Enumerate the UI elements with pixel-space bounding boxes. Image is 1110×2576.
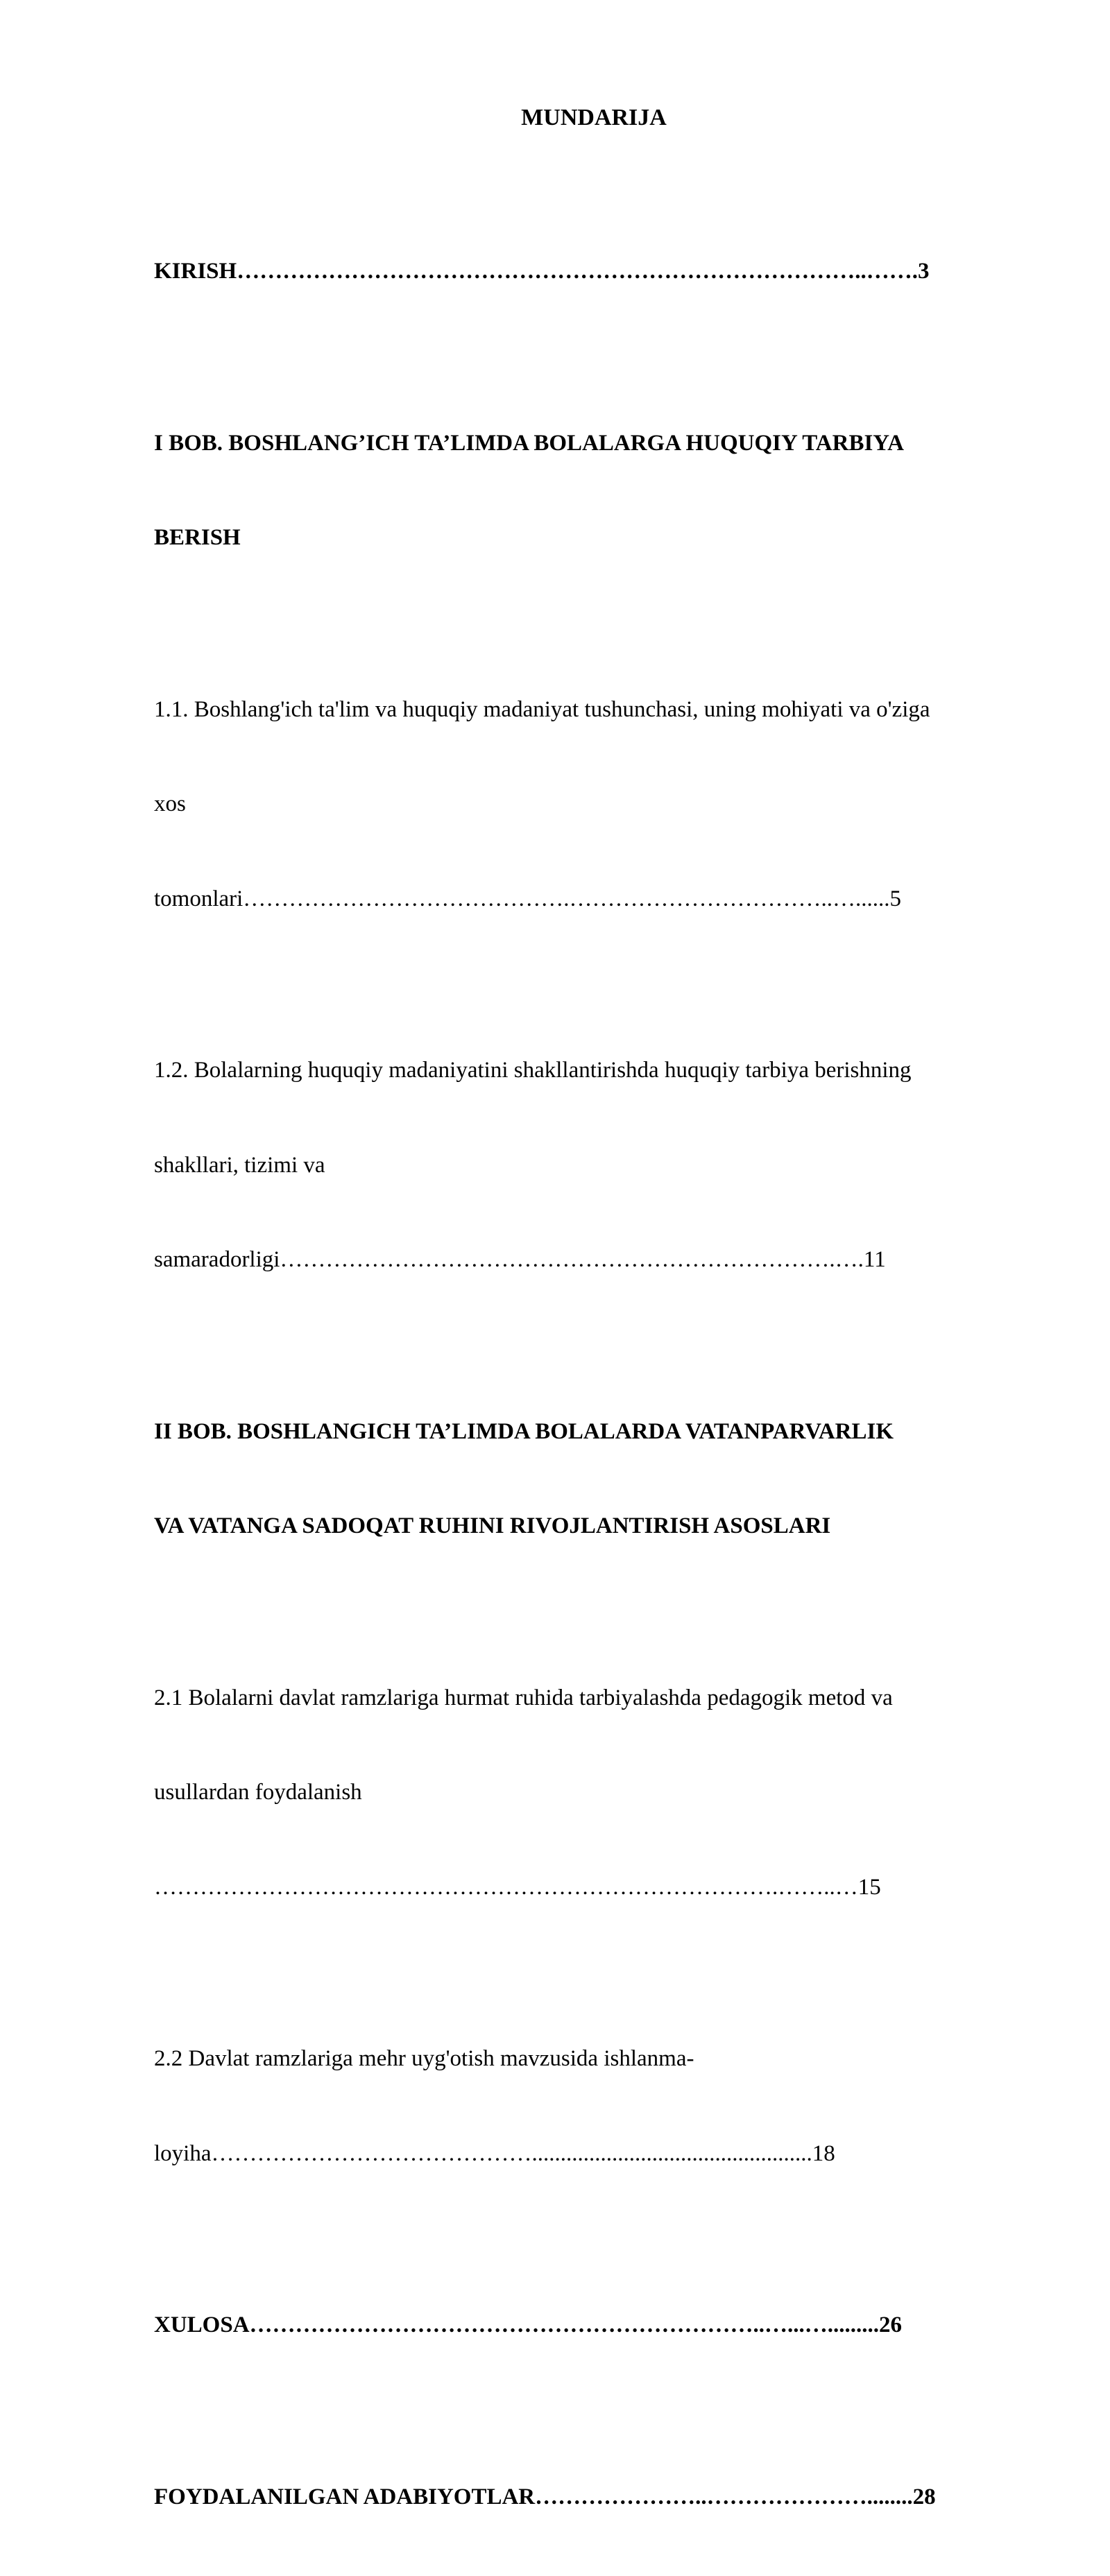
toc-section-1-1-line-2: xos bbox=[154, 789, 1028, 821]
table-of-contents bbox=[154, 193, 1028, 2576]
toc-chapter-1 bbox=[154, 365, 1028, 617]
toc-chapter-2-line-1: II BOB. BOSHLANGICH TA’LIMDA BOLALARDA VATANPARVARLIK bbox=[154, 1416, 1028, 1448]
toc-chapter-1-line-2: BERISH bbox=[154, 522, 1028, 554]
toc-section-2-1-line-3: ……………………………………………………………………….……..…15 bbox=[154, 1872, 1028, 1904]
toc-entry-references bbox=[154, 2419, 1028, 2576]
toc-section-2-2 bbox=[154, 1980, 1028, 2233]
toc-entry-text: KIRISH………………………………………………………………………..…….3 bbox=[154, 256, 1028, 288]
toc-section-2-2-line-1: 2.2 Davlat ramzlariga mehr uyg'otish mavzusida ishlanma- bbox=[154, 2043, 1028, 2075]
toc-section-2-1-line-2: usullardan foydalanish bbox=[154, 1777, 1028, 1809]
toc-section-1-2-line-1: 1.2. Bolalarning huquqiy madaniyatini shakllantirishda huquqiy tarbiya berishning bbox=[154, 1055, 1028, 1087]
toc-entry-text: FOYDALANILGAN ADABIYOTLAR…………………..…………………........28 bbox=[154, 2482, 1028, 2514]
page-title: MUNDARIJA bbox=[0, 103, 1110, 133]
toc-entry-text: XULOSA…………………………………………………………..…...….........26 bbox=[154, 2310, 1028, 2342]
toc-section-1-2-line-2: shakllari, tizimi va bbox=[154, 1150, 1028, 1182]
toc-entry-xulosa bbox=[154, 2247, 1028, 2405]
toc-entry-kirish bbox=[154, 193, 1028, 351]
toc-section-1-1 bbox=[154, 631, 1028, 979]
toc-section-1-1-line-1: 1.1. Boshlang'ich ta'lim va huquqiy madaniyat tushunchasi, uning mohiyati va o'ziga bbox=[154, 694, 1028, 726]
toc-section-2-1-line-1: 2.1 Bolalarni davlat ramzlariga hurmat ruhida tarbiyalashda pedagogik metod va bbox=[154, 1683, 1028, 1715]
toc-section-1-2 bbox=[154, 992, 1028, 1339]
toc-section-1-1-line-3: tomonlari…………………………………….……………………………..…......5 bbox=[154, 884, 1028, 916]
toc-section-2-1 bbox=[154, 1620, 1028, 1967]
toc-section-1-2-line-3: samaradorligi……………………………………………………………….….11 bbox=[154, 1244, 1028, 1276]
toc-chapter-1-line-1: I BOB. BOSHLANG’ICH TA’LIMDA BOLALARGA HUQUQIY TARBIYA bbox=[154, 428, 1028, 460]
toc-chapter-2 bbox=[154, 1353, 1028, 1606]
toc-chapter-2-line-2: VA VATANGA SADOQAT RUHINI RIVOJLANTIRISH ASOSLARI bbox=[154, 1511, 1028, 1543]
toc-section-2-2-line-2: loyiha…………………………………….................................................18 bbox=[154, 2138, 1028, 2170]
